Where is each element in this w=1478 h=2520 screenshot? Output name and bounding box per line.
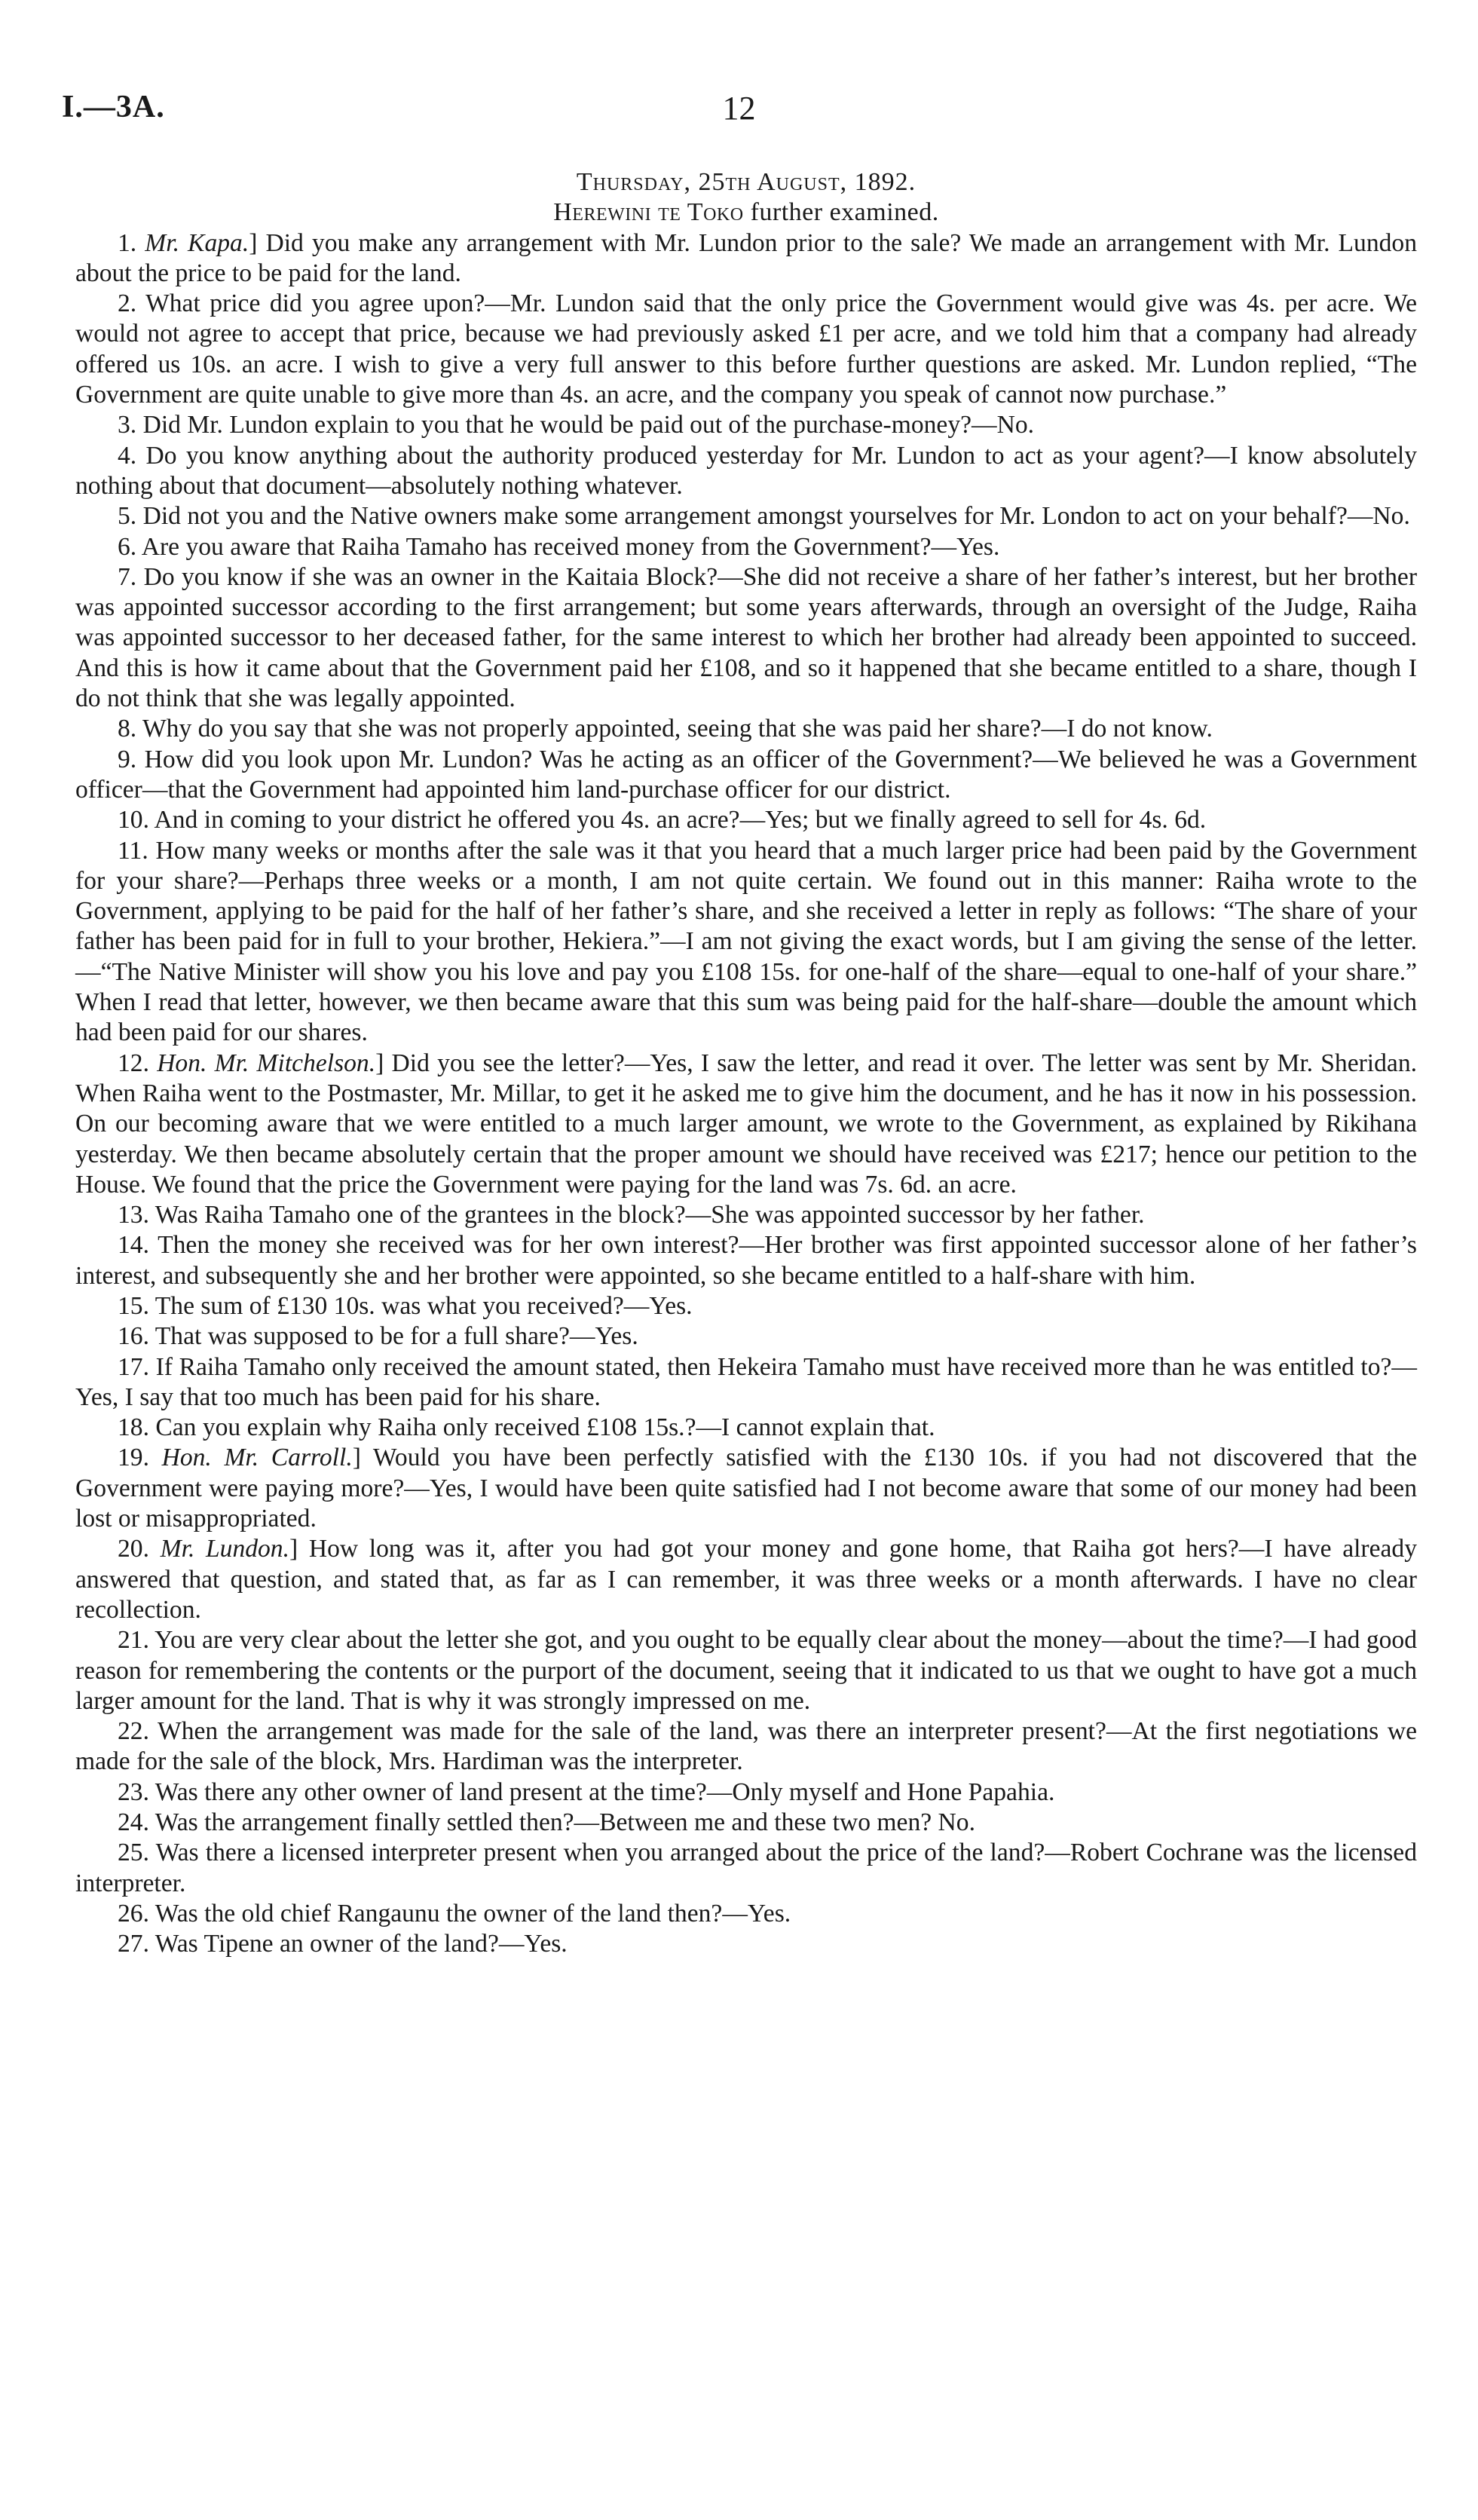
question-text: If Raiha Tamaho only received the amount stated, then Hekeira Tamaho must have received more than he was entitled to?—Yes, I say that too much has been paid for his share. bbox=[75, 1352, 1417, 1411]
page-number: 12 bbox=[722, 90, 756, 127]
question-text: ] Did you make any arrangement with Mr. Lundon prior to the sale? We made an arrangement with Mr. Lundon about the price to be paid for the land. bbox=[75, 228, 1418, 287]
question-text: Was the old chief Rangaunu the owner of the land then?—Yes. bbox=[155, 1899, 791, 1928]
question-text: You are very clear about the letter she got, and you ought to be equally clear about the money—about the time?—I had good reason for remembering the contents or the purport of the document, seeing that it indicated to us that we ought to have got a much larger amount for the land. That is why it was strongly impressed on me. bbox=[75, 1626, 1417, 1715]
question-number: 17. bbox=[118, 1352, 156, 1381]
evidence-body bbox=[75, 167, 1417, 1960]
question-number: 27. bbox=[118, 1930, 155, 1958]
question-number: 14. bbox=[118, 1231, 158, 1260]
question-list bbox=[75, 228, 1417, 1960]
question-paragraph bbox=[75, 1534, 1417, 1625]
question-text: What price did you agree upon?—Mr. Lundon said that the only price the Government would give was 4s. per acre. We would not agree to accept that price, because we had previously asked £1 per acre, and we told him that a company had already offered us 10s. an acre. I wish to give a very full answer to this before further questions are asked. Mr. Lundon replied, “The Government are quite unable to give more than 4s. an acre, and the company you speak of cannot now purchase.” bbox=[75, 289, 1417, 409]
question-text: Was there a licensed interpreter present when you arranged about the price of the land?—Robert Cochrane was the licensed interpreter. bbox=[75, 1839, 1417, 1897]
question-text: When the arrangement was made for the sale of the land, was there an interpreter present?—At the first negotiations we made for the sale of the block, Mrs. Hardiman was the interpreter. bbox=[75, 1717, 1417, 1776]
question-text: ] Would you have been perfectly satisfied with the £130 10s. if you had not discovered that the Government were paying more?—Yes, I would have been quite satisfied had I not become aware that some of our money had been lost or misappropriated. bbox=[75, 1444, 1418, 1533]
question-number: 3. bbox=[118, 411, 143, 439]
question-paragraph bbox=[75, 1625, 1417, 1716]
question-paragraph bbox=[75, 1321, 1417, 1352]
question-paragraph bbox=[75, 289, 1417, 410]
question-text: Was Raiha Tamaho one of the grantees in the block?—She was appointed successor by her father. bbox=[155, 1201, 1145, 1229]
question-paragraph bbox=[75, 1899, 1417, 1929]
question-number: 6. bbox=[118, 532, 142, 561]
question-text: Was Tipene an owner of the land?—Yes. bbox=[155, 1930, 568, 1958]
speaker-name: Hon. Mr. Mitchelson. bbox=[157, 1049, 376, 1077]
speaker-name: Hon. Mr. Carroll. bbox=[161, 1444, 353, 1472]
question-paragraph bbox=[75, 805, 1417, 835]
question-text: Do you know anything about the authority produced yesterday for Mr. Lundon to act as your agent?—I know absolutely nothing about that document—absolutely nothing whatever. bbox=[75, 441, 1418, 500]
question-number: 11. bbox=[118, 836, 156, 865]
question-paragraph bbox=[75, 1291, 1417, 1321]
question-paragraph bbox=[75, 1777, 1417, 1808]
paper-reference-suffix: A. bbox=[132, 90, 165, 124]
question-paragraph bbox=[75, 745, 1417, 806]
question-text: Did Mr. Lundon explain to you that he would be paid out of the purchase-money?—No. bbox=[142, 411, 1035, 439]
question-paragraph bbox=[75, 1230, 1417, 1291]
question-paragraph bbox=[75, 1443, 1417, 1534]
question-paragraph bbox=[75, 1352, 1417, 1413]
question-paragraph bbox=[75, 1808, 1417, 1838]
question-text: Was the arrangement finally settled then?—Between me and these two men? No. bbox=[155, 1808, 975, 1837]
question-text: Can you explain why Raiha only received £108 15s.?—I cannot explain that. bbox=[155, 1413, 935, 1442]
question-number: 5. bbox=[118, 502, 143, 531]
question-paragraph bbox=[75, 1838, 1417, 1899]
question-number: 26. bbox=[118, 1899, 155, 1928]
question-paragraph bbox=[75, 501, 1417, 531]
question-text: And in coming to your district he offered you 4s. an acre?—Yes; but we finally agreed to sell for 4s. 6d. bbox=[154, 806, 1207, 834]
question-number: 25. bbox=[118, 1839, 156, 1867]
question-text: Was there any other owner of land present at the time?—Only myself and Hone Papahia. bbox=[155, 1777, 1055, 1806]
question-text: That was supposed to be for a full share?—Yes. bbox=[155, 1322, 638, 1351]
question-paragraph bbox=[75, 562, 1417, 714]
question-text: Why do you say that she was not properly appointed, seeing that she was paid her share?—I do not know. bbox=[142, 715, 1213, 743]
question-number: 7. bbox=[118, 562, 144, 591]
question-text: Do you know if she was an owner in the Kaitaia Block?—She did not receive a share of her father’s interest, but her brother was appointed successor according to the first arrangement; but some years afterwards, through an oversight of the Judge, Raiha was appointed successor to her deceased father, for the same interest to which her brother had already been appointed to succeed. And this is how it came about that the Government paid her £108, and so it happened that she became entitled to a share, though I do not think that she was legally appointed. bbox=[75, 562, 1418, 713]
question-number: 18. bbox=[118, 1413, 156, 1442]
question-number: 15. bbox=[118, 1291, 155, 1320]
question-number: 23. bbox=[118, 1777, 155, 1806]
question-number: 12. bbox=[118, 1049, 158, 1077]
question-paragraph bbox=[75, 410, 1417, 440]
question-paragraph bbox=[75, 441, 1417, 502]
question-number: 20. bbox=[118, 1535, 161, 1563]
question-paragraph bbox=[75, 1200, 1417, 1230]
question-number: 2. bbox=[118, 289, 146, 318]
question-number: 19. bbox=[118, 1444, 162, 1472]
question-text: How did you look upon Mr. Lundon? Was he acting as an officer of the Government?—We believed he was a Government officer—that the Government had appointed him land-purchase officer for our district. bbox=[75, 745, 1417, 804]
question-number: 4. bbox=[118, 441, 146, 470]
question-paragraph bbox=[75, 836, 1417, 1049]
question-number: 9. bbox=[118, 745, 145, 773]
witness-name: Herewini te Toko bbox=[553, 198, 744, 227]
question-paragraph bbox=[75, 1049, 1417, 1200]
question-paragraph bbox=[75, 1413, 1417, 1443]
question-paragraph bbox=[75, 532, 1417, 562]
paper-reference-prefix: I.—3 bbox=[62, 90, 133, 124]
question-number: 8. bbox=[118, 715, 142, 743]
question-text: Then the money she received was for her own interest?—Her brother was first appointed successor alone of her father’s interest, and subsequently she and her brother were appointed, so she became entitled to a half-share with him. bbox=[75, 1231, 1417, 1290]
question-text: How many weeks or months after the sale was it that you heard that a much larger price had been paid by the Government for your share?—Perhaps three weeks or a month, I am not quite certain. We found out in this manner: Raiha wrote to the Government, applying to be paid for the half of her father’s share, and she received a letter in reply as follows: “The share of your father has been paid for in full to your brother, Hekiera.”—I am not giving the exact words, but I am giving the sense of the letter.—“The Native Minister will show you his love and pay you £108 15s. for one-half of the share—equal to one-half of your share.” When I read that letter, however, we then became aware that this sum was being paid for the half-share—double the amount which had been paid for our shares. bbox=[75, 836, 1417, 1047]
question-paragraph bbox=[75, 1929, 1417, 1959]
question-text: Are you aware that Raiha Tamaho has received money from the Government?—Yes. bbox=[141, 532, 1000, 561]
question-number: 21. bbox=[118, 1626, 155, 1655]
witness-heading bbox=[75, 197, 1417, 228]
question-number: 24. bbox=[118, 1808, 155, 1837]
question-text: ] Did you see the letter?—Yes, I saw the letter, and read it over. The letter was sent by Mr. Sheridan. When Raiha went to the Postmaster, Mr. Millar, to get it he asked me to give him the document, and he has it now in his possession. On our becoming aware that we were entitled to a much larger amount, we wrote to the Government, as explained by Rikihana yesterday. We then became absolutely certain that the proper amount we should have received was £217; hence our petition to the House. We found that the price the Government were paying for the land was 7s. 6d. an acre. bbox=[75, 1049, 1418, 1199]
question-number: 13. bbox=[118, 1201, 155, 1229]
question-paragraph bbox=[75, 228, 1417, 289]
question-text: Did not you and the Native owners make some arrangement amongst yourselves for Mr. London to act on your behalf?—No. bbox=[142, 502, 1410, 531]
question-number: 10. bbox=[118, 806, 155, 834]
question-text: The sum of £130 10s. was what you received?—Yes. bbox=[155, 1291, 693, 1320]
question-number: 22. bbox=[118, 1717, 158, 1746]
question-number: 1. bbox=[118, 228, 145, 257]
speaker-name: Mr. Kapa. bbox=[145, 228, 249, 257]
question-paragraph bbox=[75, 1716, 1417, 1777]
speaker-name: Mr. Lundon. bbox=[160, 1535, 289, 1563]
session-date: Thursday, 25th August, 1892. bbox=[576, 168, 916, 196]
question-paragraph bbox=[75, 714, 1417, 744]
witness-suffix: further examined. bbox=[743, 198, 939, 227]
question-text: ] How long was it, after you had got your money and gone home, that Raiha got hers?—I have already answered that question, and stated that, as far as I can remember, it was three weeks or a month afterwards. I have no clear recollection. bbox=[75, 1535, 1417, 1624]
question-number: 16. bbox=[118, 1322, 155, 1351]
